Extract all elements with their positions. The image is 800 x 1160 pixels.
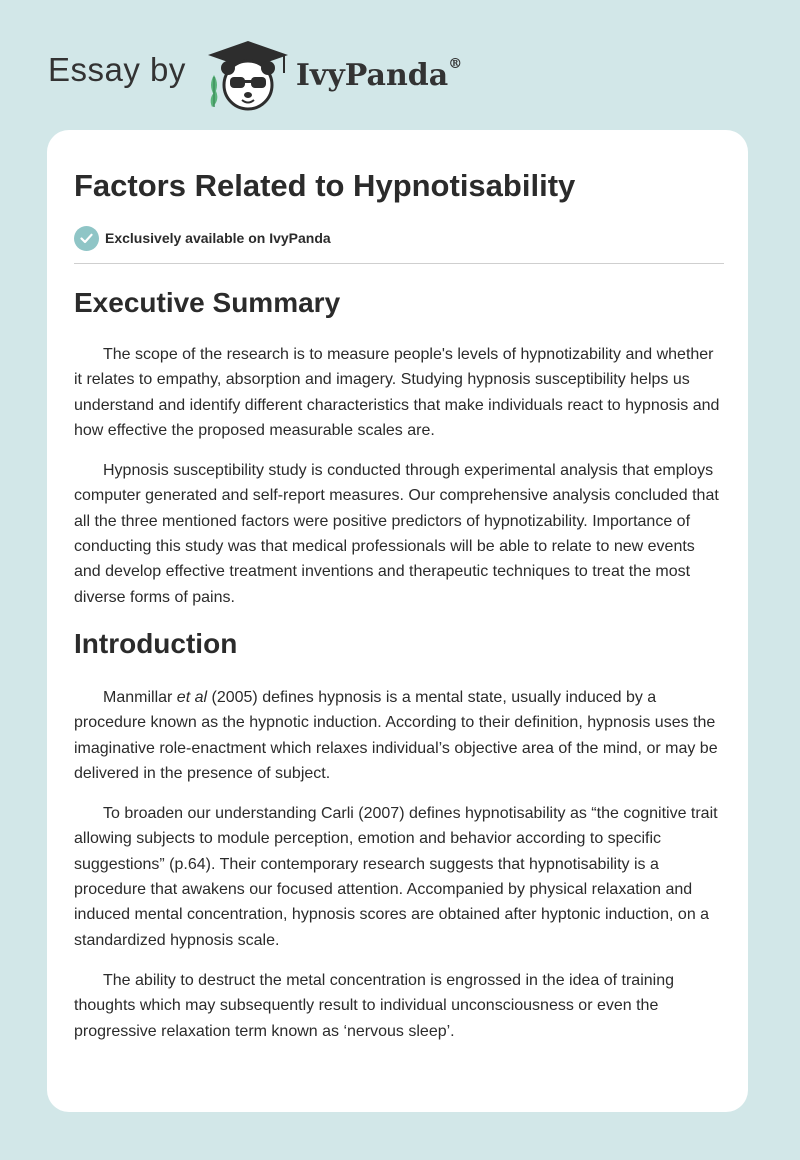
paragraph: The ability to destruct the metal concentration is engrossed in the idea of training thoughts which may subsequently result to individual unconsciousness or even the progressive relaxation term known as ‘nervous sleep’. (74, 971, 674, 1040)
paragraph (74, 685, 724, 786)
paragraph-text: (2005) defines hypnosis is a mental state, usually induced by a procedure known as the hypnotic induction. According to their definition, hypnosis uses the imaginative role-enactment which relaxes individual’s objective area of the mind, or may be delivered in the presence of subject. (74, 688, 718, 782)
section-heading-introduction: Introduction (74, 627, 238, 659)
paragraph: To broaden our understanding Carli (2007) defines hypnotisability as “the cognitive trait allowing subjects to module perception, emotion and behavior according to specific suggestions” (p.64). Their contemporary research suggests that hypnotisability is a procedure that awakens our focused attention. Accompanied by physical relaxation and induced mental concentration, hypnosis scores are obtained after hyptonic induction, on a standardized hypnosis scale. (74, 805, 718, 949)
divider (74, 263, 724, 264)
check-icon (74, 226, 99, 251)
brand-name: IvyPanda® (295, 55, 463, 93)
paragraph: The scope of the research is to measure people's levels of hypnotizability and whether it relates to empathy, absorption and imagery. Studying hypnosis susceptibility helps us understand and identify different characteristics that make individuals react to hypnosis and how effective the proposed measurable scales are. (74, 346, 720, 439)
paragraph: Hypnosis susceptibility study is conducted through experimental analysis that employs computer generated and self-report measures. Our comprehensive analysis concluded that all the three mentioned factors were positive predictors of hypnotizability. Importance of conducting this study was that medical professionals will be able to relate to new events and develop effective treatment inventions and therapeutic techniques to treat the most diverse forms of pains. (74, 462, 719, 606)
citation-author: Manmillar (103, 688, 173, 706)
section-heading-executive-summary: Executive Summary (74, 287, 341, 318)
citation-etal: et al (176, 688, 208, 706)
registered-mark: ® (448, 55, 463, 72)
essay-card (47, 130, 748, 1112)
page-title: Factors Related to Hypnotisability (74, 168, 576, 203)
exclusive-label: Exclusively available on IvyPanda (105, 230, 331, 246)
exclusive-badge (74, 224, 724, 252)
essay-by-label: Essay by (48, 51, 186, 88)
brand-header (48, 34, 462, 114)
ivypanda-logo-icon[interactable] (204, 35, 292, 113)
